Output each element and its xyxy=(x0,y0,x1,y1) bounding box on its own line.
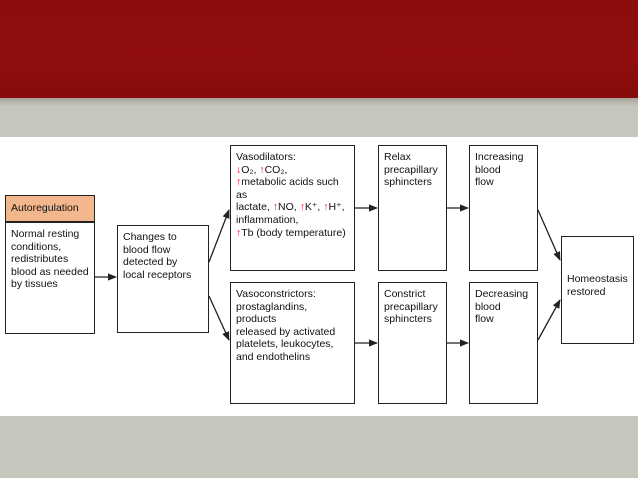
up-arrow-icon: ↑ xyxy=(272,201,279,214)
autoregulation-line: redistributes xyxy=(11,253,69,266)
up-arrow-icon: ↑ xyxy=(236,226,242,239)
o2-text: O₂, xyxy=(241,163,260,176)
arrow-increasing-to-homeostasis xyxy=(538,210,560,260)
vasoconstrictors-line: and endothelins xyxy=(236,350,311,363)
decreasing-line: Decreasing xyxy=(475,288,529,300)
up-arrow-icon: ↑ xyxy=(259,163,265,176)
autoregulation-line: by tissues xyxy=(11,278,58,291)
up-arrow-icon: ↑ xyxy=(323,201,329,214)
decreasing-line: flow xyxy=(475,313,494,326)
constrict-line: Constrict xyxy=(384,288,426,300)
vasodilators-title: Vasodilators: xyxy=(236,151,296,163)
increasing-line: Increasing xyxy=(475,151,524,163)
constrict-line: sphincters xyxy=(384,313,432,326)
lactate-text: lactate, xyxy=(236,201,273,214)
down-arrow-icon: ↓ xyxy=(236,163,242,176)
up-arrow-icon: ↑ xyxy=(236,176,242,189)
relax-line: sphincters xyxy=(384,176,432,189)
decreasing-line: blood xyxy=(475,300,501,313)
acids-text: metabolic acids such as xyxy=(236,176,339,201)
autoregulation-line: Normal resting xyxy=(11,228,80,240)
vasoconstrictors-line: prostaglandins, products xyxy=(236,300,308,326)
co2-text: CO₂, xyxy=(264,163,288,176)
vasoconstrictors-line: platelets, leukocytes, xyxy=(236,338,334,351)
relax-line: Relax xyxy=(384,151,411,163)
changes-line: detected by xyxy=(123,256,178,269)
homeostasis-line: Homeostasis xyxy=(567,273,628,285)
h-text: H⁺, xyxy=(328,201,345,214)
autoregulation-line: blood as needed xyxy=(11,265,89,278)
arrow-decreasing-to-homeostasis xyxy=(538,300,560,340)
arrow-changes-to-vasoconstrictors xyxy=(209,296,229,340)
changes-line: Changes to xyxy=(123,231,177,243)
changes-line: local receptors xyxy=(123,268,192,281)
no-text: NO, xyxy=(278,201,300,214)
vasoconstrictors-line: released by activated xyxy=(236,325,336,338)
increasing-line: blood xyxy=(475,163,501,176)
inflammation-text: inflammation, xyxy=(236,213,299,226)
up-arrow-icon: ↑ xyxy=(299,201,305,214)
autoregulation-line: conditions, xyxy=(11,240,62,253)
homeostasis-line: restored xyxy=(567,285,606,298)
k-text: K⁺, xyxy=(304,201,324,214)
changes-line: blood flow xyxy=(123,243,171,256)
constrict-line: precapillary xyxy=(384,300,438,313)
relax-line: precapillary xyxy=(384,163,438,176)
increasing-line: flow xyxy=(475,176,494,189)
autoregulation-title: Autoregulation xyxy=(11,202,79,214)
tb-text: Tb (body temperature) xyxy=(241,226,346,239)
arrow-changes-to-vasodilators xyxy=(209,210,229,262)
vasoconstrictors-line: Vasoconstrictors: xyxy=(236,288,316,300)
